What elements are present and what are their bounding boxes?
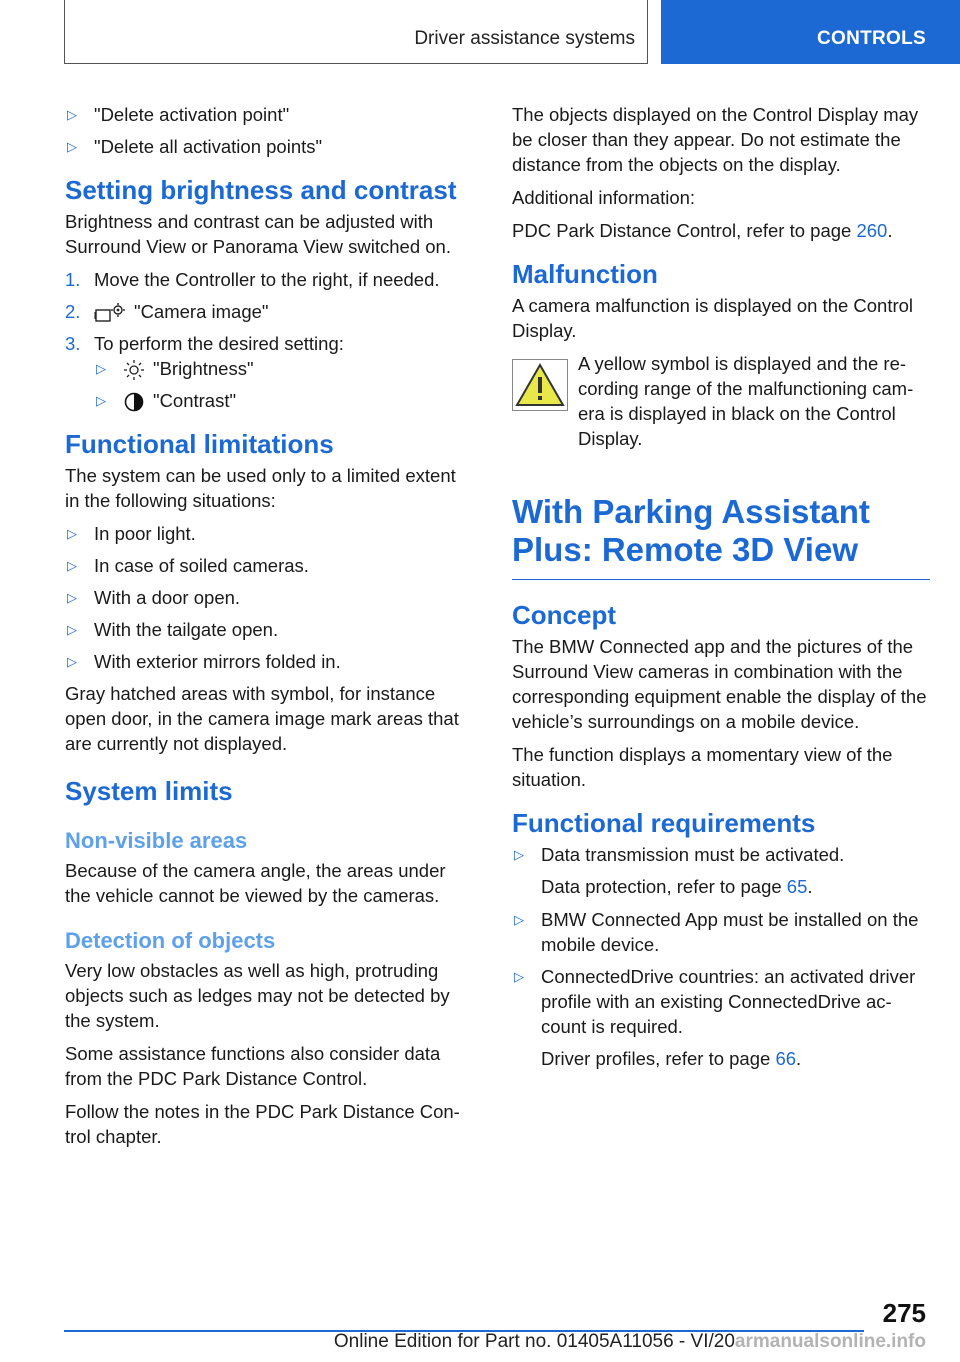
list-item: ▷ "Delete activation point" [67, 104, 290, 125]
limitations-note: Gray hatched areas with symbol, for instance open door, in the camera image mark areas that are currently not displayed. [65, 683, 459, 755]
top-bullet-list [65, 102, 473, 159]
watermark-text: armanualsonline.info [734, 1331, 926, 1352]
list-item: ▷ With exterior mirrors folded in. [67, 651, 341, 673]
triangle-bullet-icon: ▷ [96, 361, 106, 377]
list-item: ▷ "Brightness" [94, 356, 473, 381]
list-item: ▷ Data transmission must be activated. [514, 844, 845, 865]
requirements-list [512, 842, 930, 867]
triangle-bullet-icon: ▷ [67, 622, 77, 638]
list-item: ▷ In case of soiled cameras. [67, 555, 309, 577]
step-item: 1. Move the Controller to the right, if needed. [65, 269, 440, 290]
list-item: ▷ "Contrast" [94, 388, 473, 413]
requirements-list-2 [512, 907, 930, 1039]
brightness-heading: Setting brightness and contrast [65, 175, 457, 205]
step-item: 2. "Camera image" [65, 299, 473, 324]
detection-heading: Detection of objects [65, 928, 276, 954]
list-item: ▷ In poor light. [67, 523, 196, 545]
remote-3d-section-header [512, 493, 930, 580]
list-item: ▷ With a door open. [67, 587, 241, 609]
list-item: ▷ BMW Connected App must be installed on the mobile device. [514, 909, 919, 955]
triangle-bullet-icon: ▷ [67, 654, 77, 670]
right-column [512, 102, 930, 1079]
header-chapter-label: CONTROLS [816, 28, 926, 49]
footer-edition [0, 1331, 926, 1353]
header-section-title: Driver assistance systems [414, 28, 635, 49]
page-link-260[interactable]: 260 [856, 220, 888, 241]
page-number: 275 [882, 1298, 926, 1328]
concept-text-2: The function displays a momentary view of the situation. [512, 744, 893, 790]
page-link-65[interactable]: 65 [786, 876, 808, 897]
additional-info-label: Additional information: [512, 187, 696, 208]
header-section-box [64, 0, 648, 64]
triangle-bullet-icon: ▷ [514, 847, 524, 862]
brightness-steps [65, 267, 473, 413]
triangle-bullet-icon: ▷ [67, 590, 77, 606]
pdc-reference: PDC Park Distance Control, refer to page 260. [512, 220, 893, 241]
driver-profiles-reference: Driver profiles, refer to page 66. [541, 1048, 802, 1069]
header-chapter-tab[interactable] [661, 0, 960, 64]
list-item: ▷ ConnectedDrive countries: an activated driver profile with an existing ConnectedDrive ac‐ count is required. [514, 966, 916, 1037]
warning-block [512, 351, 930, 451]
triangle-bullet-icon: ▷ [514, 912, 524, 927]
warning-triangle-icon [512, 359, 568, 411]
concept-text-1: The BMW Connected app and the pictures of the Surround View cameras in combination with the corresponding equipment enable the display of the vehicle’s surroundings on a mobile device. [512, 636, 927, 732]
left-column [65, 102, 473, 1157]
camera-settings-icon [94, 302, 126, 324]
detection-text-1: Very low obstacles as well as high, protruding objects such as ledges may not be detected by the system. [65, 960, 450, 1032]
limitations-heading: Functional limitations [65, 429, 334, 460]
malfunction-text: A camera malfunction is displayed on the Control Display. [512, 295, 914, 341]
limitations-list [65, 521, 473, 674]
detection-text-2: Some assistance functions also consider data from the PDC Park Distance Control. [65, 1043, 441, 1090]
triangle-bullet-icon: ▷ [67, 139, 77, 154]
malfunction-heading: Malfunction [512, 259, 658, 289]
edition-text: Online Edition for Part no. 01405A11056 - VI/20 [333, 1331, 735, 1352]
objects-note: The objects displayed on the Control Display may be closer than they appear. Do not estimate the distance from the objects on the display. [512, 104, 919, 175]
triangle-bullet-icon: ▷ [514, 969, 524, 984]
brightness-icon [123, 359, 145, 381]
settings-list [94, 356, 473, 413]
nonvisible-text: Because of the camera angle, the areas under the vehicle cannot be viewed by the cameras. [65, 860, 446, 907]
page-link-66[interactable]: 66 [775, 1048, 797, 1069]
triangle-bullet-icon: ▷ [96, 393, 106, 409]
remote-3d-heading: With Parking Assistant Plus: Remote 3D View [512, 493, 870, 568]
nonvisible-heading: Non-visible areas [65, 828, 248, 854]
requirements-heading: Functional requirements [512, 808, 816, 838]
contrast-icon [123, 391, 145, 413]
step-item: 3. To perform the desired setting: ▷ "Brightness" ▷ "Contrast" [65, 331, 473, 413]
triangle-bullet-icon: ▷ [67, 107, 77, 122]
limitations-intro: The system can be used only to a limited extent in the following situations: [65, 465, 456, 512]
concept-heading: Concept [512, 600, 616, 630]
data-protection-reference: Data protection, refer to page 65. [541, 876, 813, 897]
detection-text-3: Follow the notes in the PDC Park Distance Con‐ trol chapter. [65, 1101, 460, 1148]
system-limits-heading: System limits [65, 776, 233, 807]
warning-text: A yellow symbol is displayed and the re‐ cording range of the malfunctioning cam‐ era is displayed in black on the Control Display. [578, 353, 914, 449]
brightness-intro: Brightness and contrast can be adjusted with Surround View or Panorama View switched on. [65, 211, 451, 257]
list-item: ▷ "Delete all activation points" [67, 136, 323, 157]
list-item: ▷ With the tailgate open. [67, 619, 279, 641]
triangle-bullet-icon: ▷ [67, 526, 77, 542]
triangle-bullet-icon: ▷ [67, 558, 77, 574]
